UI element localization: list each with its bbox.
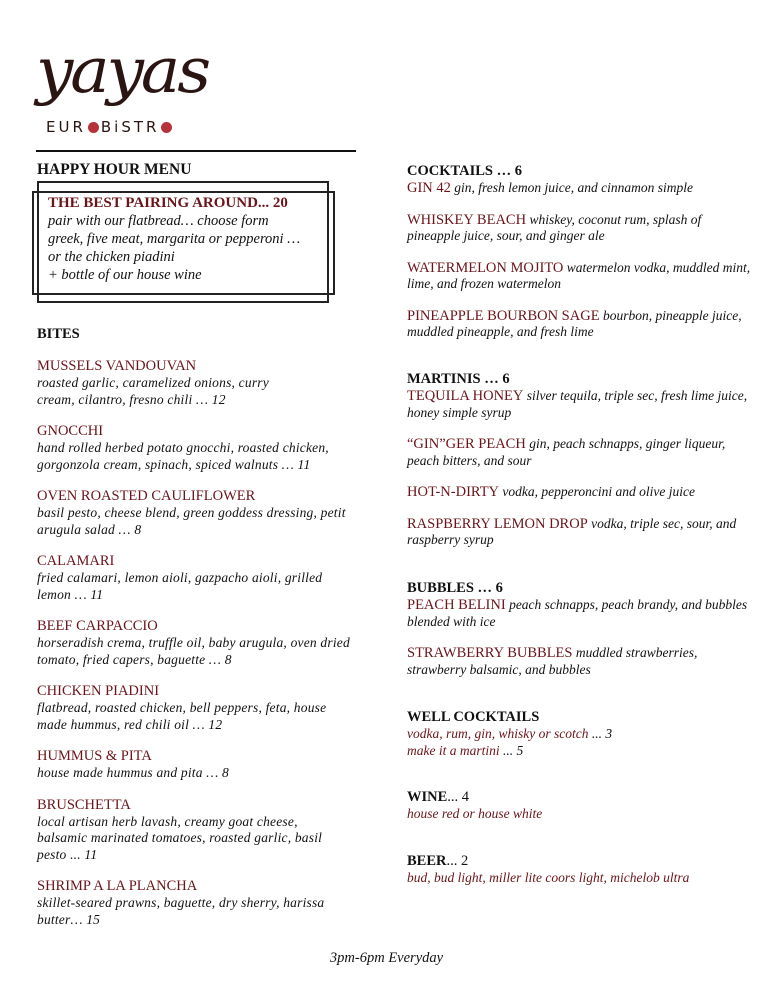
wine-desc: house red or house white (407, 806, 543, 821)
menu-item: WATERMELON MOJITO watermelon vodka, muddled mint, lime, and frozen watermelon (407, 259, 751, 291)
martinis-section (407, 371, 752, 549)
item-name: CALAMARI (37, 553, 115, 569)
bubbles-heading: BUBBLES … 6 (407, 580, 503, 596)
menu-item: TEQUILA HONEY silver tequila, triple sec, fresh lime juice, honey simple syrup (407, 388, 748, 420)
logo-dot-icon (161, 122, 172, 133)
menu-item: GNOCCHI hand rolled herbed potato gnocchi, roasted chicken, gorgonzola cream, spinach, spiced walnuts … 11 (37, 423, 367, 473)
menu-item: BRUSCHETTA local artisan herb lavash, creamy goat cheese, balsamic marinated tomatoes, roasted garlic, basil pesto ... 11 (37, 797, 367, 864)
item-name: GNOCCHI (37, 423, 104, 439)
pairing-special (48, 194, 338, 284)
beer-section (407, 853, 752, 887)
beer-desc: bud, bud light, miller lite coors light, michelob ultra (407, 870, 690, 885)
bites-section (37, 326, 367, 928)
item-name: OVEN ROASTED CAULIFLOWER (37, 488, 256, 504)
menu-item: HOT-N-DIRTY vodka, pepperoncini and olive juice (407, 484, 695, 500)
menu-item: MUSSELS VANDOUVAN roasted garlic, caramelized onions, curry cream, cilantro, fresno chili … 12 (37, 358, 367, 408)
menu-item: CALAMARI fried calamari, lemon aioli, gazpacho aioli, grilled lemon … 11 (37, 553, 367, 603)
pairing-line: pair with our flatbread… choose form (48, 213, 269, 229)
well-cocktails-heading: WELL COCKTAILS (407, 709, 540, 725)
menu-item: OVEN ROASTED CAULIFLOWER basil pesto, cheese blend, green goddess dressing, petit arugula salad … 8 (37, 488, 367, 538)
menu-item: BEEF CARPACCIO horseradish crema, truffle oil, baby arugula, oven dried tomato, fried capers, baguette … 8 (37, 618, 367, 668)
bubbles-section (407, 580, 752, 678)
pairing-title: THE BEST PAIRING AROUND... 20 (48, 195, 288, 211)
well-line: vodka, rum, gin, whisky or scotch ... 3 (407, 726, 613, 741)
wine-section (407, 789, 752, 823)
pairing-line: or the chicken piadini (48, 249, 175, 265)
header-divider (36, 150, 356, 152)
item-name: HUMMUS & PITA (37, 748, 152, 764)
item-name: SHRIMP A LA PLANCHA (37, 878, 198, 894)
menu-item: PEACH BELINI peach schnapps, peach brandy, and bubbles blended with ice (407, 597, 748, 629)
menu-item: “GIN”GER PEACH gin, peach schnapps, ginger liqueur, peach bitters, and sour (407, 436, 726, 468)
yayas-logo (36, 33, 209, 146)
bites-heading: BITES (37, 326, 80, 342)
pairing-line: greek, five meat, margarita or pepperoni … (48, 231, 301, 247)
menu-item: WHISKEY BEACH whiskey, coconut rum, splash of pineapple juice, sour, and ginger ale (407, 211, 702, 243)
hours-footer: 3pm-6pm Everyday (329, 950, 444, 966)
item-name: CHICKEN PIADINI (37, 683, 160, 699)
cocktails-section (407, 163, 752, 341)
beer-heading: BEER... 2 (407, 853, 469, 869)
menu-item: GIN 42 gin, fresh lemon juice, and cinnamon simple (407, 180, 693, 196)
logo-dot-icon (88, 122, 99, 133)
menu-item: RASPBERRY LEMON DROP vodka, triple sec, sour, and raspberry syrup (407, 515, 737, 547)
well-cocktails-section (407, 709, 752, 759)
menu-item: HUMMUS & PITA house made hummus and pita … 8 (37, 748, 367, 782)
logo-subtitle: EUR BiSTR (46, 120, 174, 135)
logo-wordmark: yayas (36, 33, 209, 108)
menu-title: HAPPY HOUR MENU (37, 161, 192, 178)
wine-heading: WINE... 4 (407, 789, 470, 805)
item-name: MUSSELS VANDOUVAN (37, 358, 197, 374)
martinis-heading: MARTINIS … 6 (407, 371, 510, 387)
item-name: BEEF CARPACCIO (37, 618, 158, 634)
menu-item: SHRIMP A LA PLANCHA skillet-seared prawns, baguette, dry sherry, harissa butter… 15 (37, 878, 367, 928)
item-name: BRUSCHETTA (37, 796, 131, 813)
menu-item: STRAWBERRY BUBBLES muddled strawberries, strawberry balsamic, and bubbles (407, 645, 698, 677)
cocktails-heading: COCKTAILS … 6 (407, 163, 522, 179)
well-line: make it a martini ... 5 (407, 742, 524, 758)
pairing-line: + bottle of our house wine (48, 267, 202, 283)
menu-item: CHICKEN PIADINI flatbread, roasted chicken, bell peppers, feta, house made hummus, red chili oil … 12 (37, 683, 367, 733)
menu-item: PINEAPPLE BOURBON SAGE bourbon, pineapple juice, muddled pineapple, and fresh lime (407, 307, 742, 339)
